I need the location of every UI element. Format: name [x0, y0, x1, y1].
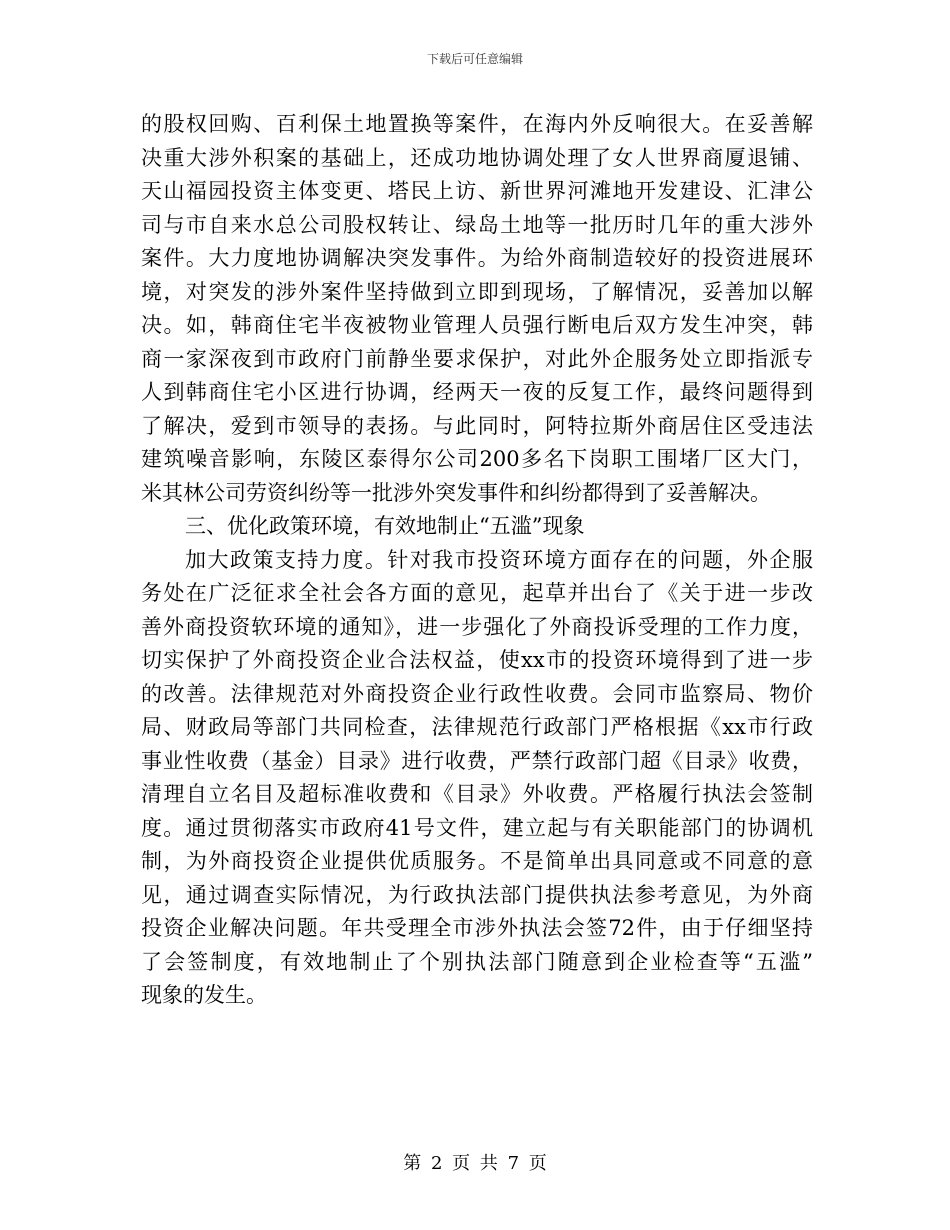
text-line: 天山福园投资主体变更、塔民上访、新世界河滩地开发建设、汇津公: [141, 179, 813, 203]
text-line: 商一家深夜到市政府门前静坐要求保护，对此外企服务处立即指派专: [141, 346, 813, 371]
text-line: 了会签制度，有效地制止了个别执法部门随意到企业检查等“五滥”: [141, 949, 813, 974]
text-line: 切实保护了外商投资企业合法权益，使xx市的投资环境得到了进一步: [141, 648, 813, 672]
text-line: 司与市自来水总公司股权转让、绿岛土地等一批历时几年的重大涉外: [141, 212, 813, 237]
text-line: 局、财政局等部门共同检查，法律规范行政部门严格根据《xx市行政: [141, 715, 813, 739]
text-line: 加大政策支持力度。针对我市投资环境方面存在的问题，外企服: [185, 547, 813, 572]
text-line: 米其林公司劳资纠纷等一批涉外突发事件和纠纷都得到了妥善解决。: [141, 480, 771, 505]
document-body: [141, 108, 813, 1013]
text-line: 了解决，爱到市领导的表扬。与此同时，阿特拉斯外商居住区受违法: [141, 413, 813, 438]
page-number: 第 2 页 共 7 页: [403, 1153, 547, 1174]
text-line: 境，对突发的涉外案件坚持做到立即到现场，了解情况，妥善加以解: [141, 279, 813, 304]
text-line: 清理自立名目及超标准收费和《目录》外收费。严格履行执法会签制: [141, 782, 813, 806]
text-line: 度。通过贯彻落实市政府41号文件，建立起与有关职能部门的协调机: [141, 815, 813, 840]
page-header: 下载后可任意编辑: [426, 52, 523, 66]
text-line: 的股权回购、百利保土地置换等案件，在海内外反响很大。在妥善解: [141, 112, 813, 136]
text-line: 制，为外商投资企业提供优质服务。不是简单出具同意或不同意的意: [141, 849, 813, 873]
text-line: 人到韩商住宅小区进行协调，经两天一夜的反复工作，最终问题得到: [141, 380, 813, 404]
text-line: 投资企业解决问题。年共受理全市涉外执法会签72件，由于仔细坚持: [141, 916, 813, 940]
text-line: 务处在广泛征求全社会各方面的意见，起草并出台了《关于进一步改: [141, 581, 813, 605]
text-line: 事业性收费（基金）目录》进行收费，严禁行政部门超《目录》收费，: [141, 748, 813, 773]
text-line: 案件。大力度地协调解决突发事件。为给外商制造较好的投资进展环: [141, 246, 813, 270]
text-line: 现象的发生。: [141, 983, 267, 1007]
text-line: 决重大涉外积案的基础上，还成功地协调处理了女人世界商厦退铺、: [141, 145, 813, 170]
section-heading: 三、优化政策环境，有效地制止“五滥”现象: [185, 514, 585, 538]
text-line: 见，通过调查实际情况，为行政执法部门提供执法参考意见，为外商: [141, 882, 813, 907]
text-line: 的改善。法律规范对外商投资企业行政性收费。会同市监察局、物价: [141, 681, 813, 706]
text-line: 善外商投资软环境的通知》，进一步强化了外商投诉受理的工作力度，: [141, 614, 813, 639]
text-line: 决。如，韩商住宅半夜被物业管理人员强行断电后双方发生冲突，韩: [141, 313, 813, 337]
text-line: 建筑噪音影响，东陵区泰得尔公司200多名下岗职工围堵厂区大门，: [141, 447, 813, 471]
